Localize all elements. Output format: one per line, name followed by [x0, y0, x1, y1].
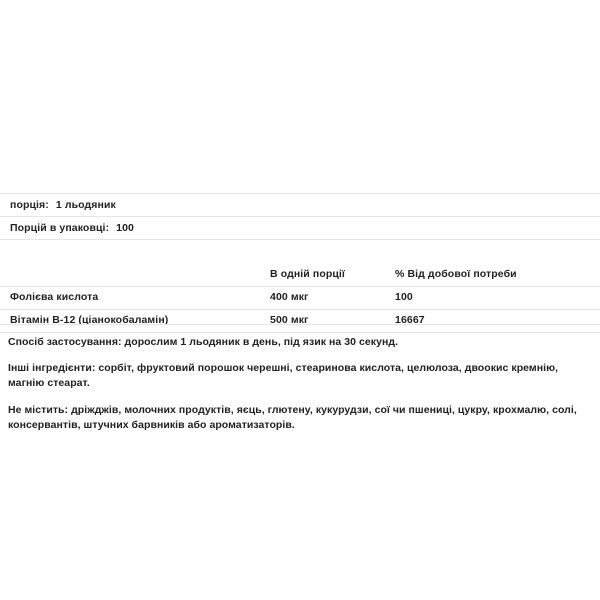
servings-per-container-label: Порцій в упаковці:	[10, 221, 110, 234]
table-spacer-row	[0, 240, 600, 264]
servings-per-container-cell	[0, 217, 600, 240]
nutrient-name: Вітамін B-12 (ціанокобаламін)	[10, 314, 169, 327]
servings-per-container-value: 100	[116, 221, 134, 234]
nutrient-name: Фолієва кислота	[10, 291, 99, 304]
other-ingredients-text: Інші інгредієнти: сорбіт, фруктовий порошок черешні, стеаринова кислота, целюлоза, двоокис кремнію, магнію стеарат.	[8, 362, 559, 390]
spacer-cell-name	[0, 240, 270, 264]
spacer-cell-dv	[395, 240, 600, 264]
notes-section	[0, 324, 600, 444]
nutrient-daily-value: 16667	[395, 314, 425, 327]
free-from-text: Не містить: дріжджів, молочних продуктів, яєць, глютену, кукурудзи, сої чи пшениці, цукру, крохмалю, солі, консервантів, штучних барвників або ароматизаторів.	[8, 403, 577, 431]
serving-size-cell	[0, 194, 600, 217]
spacer-cell-amount	[270, 240, 395, 264]
nutrient-amount: 400 мкг	[270, 291, 309, 304]
nutrient-daily-value: 100	[395, 291, 413, 304]
servings-per-container-row	[0, 217, 600, 240]
serving-size-row	[0, 194, 600, 217]
column-header-amount: В одній порції	[270, 267, 345, 280]
column-header-row	[0, 263, 600, 286]
table-row	[0, 286, 600, 309]
column-header-daily-value: % Від добової потреби	[395, 267, 517, 280]
serving-size-label: порція:	[10, 198, 49, 211]
column-header-name	[0, 263, 270, 286]
directions-text: Спосіб застосування: дорослим 1 льодяник в день, під язик на 30 секунд.	[8, 336, 399, 348]
serving-size-value: 1 льодяник	[55, 198, 116, 211]
nutrient-amount: 500 мкг	[270, 314, 309, 327]
